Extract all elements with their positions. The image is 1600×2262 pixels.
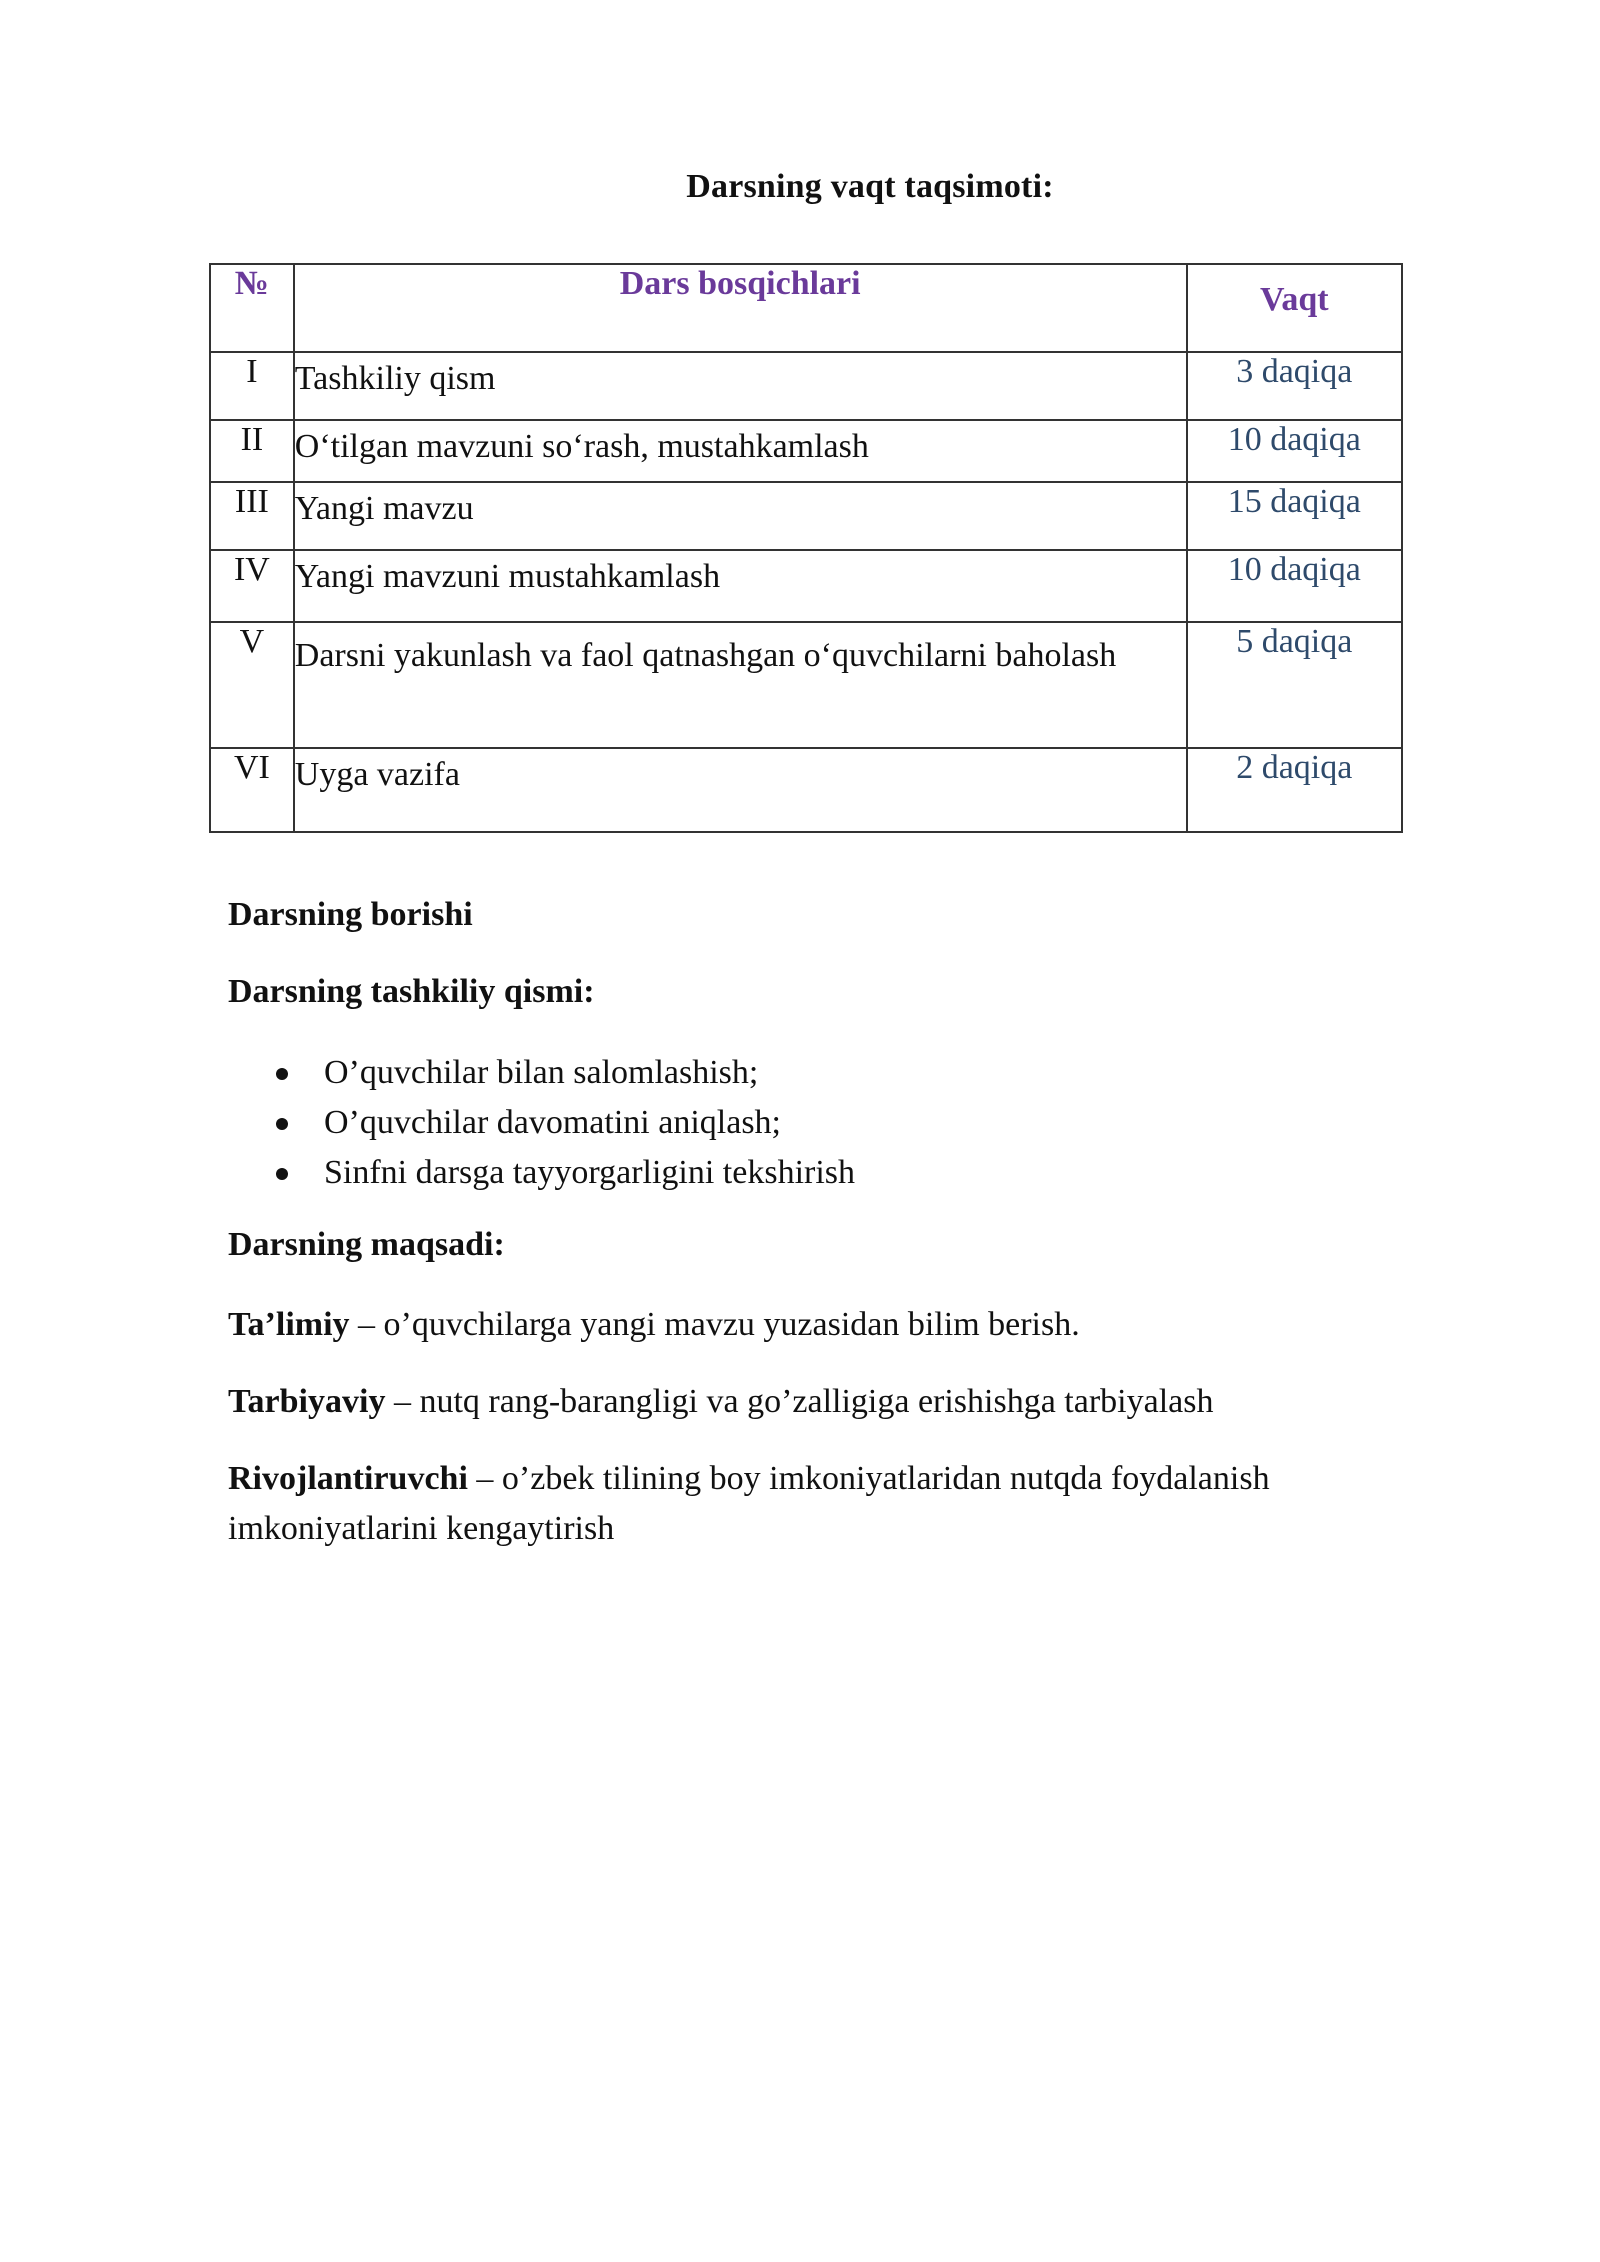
row-number: II (210, 420, 294, 482)
row-time: 10 daqiqa (1187, 420, 1402, 482)
goal-paragraph-talimiy (228, 1300, 1408, 1350)
goal-label: Rivojlantiruvchi (228, 1460, 468, 1497)
row-stage: Yangi mavzuni mustahkamlash (294, 550, 1187, 622)
table-row (210, 550, 1402, 622)
table-row (210, 748, 1402, 832)
row-number: VI (210, 748, 294, 832)
bullet-icon (276, 1168, 288, 1180)
row-time: 2 daqiqa (1187, 748, 1402, 832)
list-item-text: O’quvchilar bilan salomlashish; (324, 1054, 759, 1091)
row-time: 10 daqiqa (1187, 550, 1402, 622)
row-number: I (210, 352, 294, 420)
bullet-icon (276, 1118, 288, 1130)
time-distribution-table (209, 263, 1403, 833)
list-item-text: Sinfni darsga tayyorgarligini tekshirish (324, 1154, 856, 1191)
goal-label: Ta’limiy (228, 1306, 350, 1343)
page-title: Darsning vaqt taqsimoti: (686, 168, 1054, 205)
row-stage: Tashkiliy qism (294, 352, 1187, 420)
bullet-icon (276, 1068, 288, 1080)
table-row (210, 622, 1402, 748)
section-heading-borishi: Darsning borishi (228, 896, 473, 933)
row-stage-text: Darsni yakunlash va faol qatnashgan o‘quvchilarni baholash (294, 637, 1117, 674)
goal-text: – nutq rang-barangligi va go’zalligiga erishishga tarbiyalash (385, 1383, 1214, 1420)
section-heading-tashkiliy: Darsning tashkiliy qismi: (228, 973, 595, 1010)
table-row (210, 420, 1402, 482)
row-number: IV (210, 550, 294, 622)
header-stages: Dars bosqichlari (294, 264, 1187, 352)
row-time: 3 daqiqa (1187, 352, 1402, 420)
list-item (228, 1148, 855, 1198)
row-stage: O‘tilgan mavzuni so‘rash, mustahkamlash (294, 420, 1187, 482)
goal-label: Tarbiyaviy (228, 1383, 386, 1420)
row-stage: Yangi mavzu (294, 482, 1187, 550)
section-heading-maqsad: Darsning maqsadi: (228, 1226, 505, 1263)
table-row (210, 352, 1402, 420)
row-time: 15 daqiqa (1187, 482, 1402, 550)
list-item (228, 1048, 855, 1098)
table-row (210, 482, 1402, 550)
list-item-text: O’quvchilar davomatini aniqlash; (324, 1104, 781, 1141)
list-item (228, 1098, 855, 1148)
row-number: III (210, 482, 294, 550)
goal-text: – o’quvchilarga yangi mavzu yuzasidan bilim berish. (349, 1306, 1080, 1343)
goal-paragraph-tarbiyaviy (228, 1377, 1408, 1427)
goal-paragraph-rivojlantiruvchi (228, 1454, 1408, 1554)
table-header-row (210, 264, 1402, 352)
row-number: V (210, 622, 294, 748)
goal-text: – o’zbek tilining boy imkoniyatlaridan nutqda foydalanish imkoniyatlarini kengaytirish (228, 1460, 1270, 1547)
row-stage (294, 622, 1187, 748)
header-time: Vaqt (1187, 264, 1402, 352)
organizational-list (228, 1048, 855, 1198)
header-number: № (210, 264, 294, 352)
row-stage: Uyga vazifa (294, 748, 1187, 832)
row-time: 5 daqiqa (1187, 622, 1402, 748)
